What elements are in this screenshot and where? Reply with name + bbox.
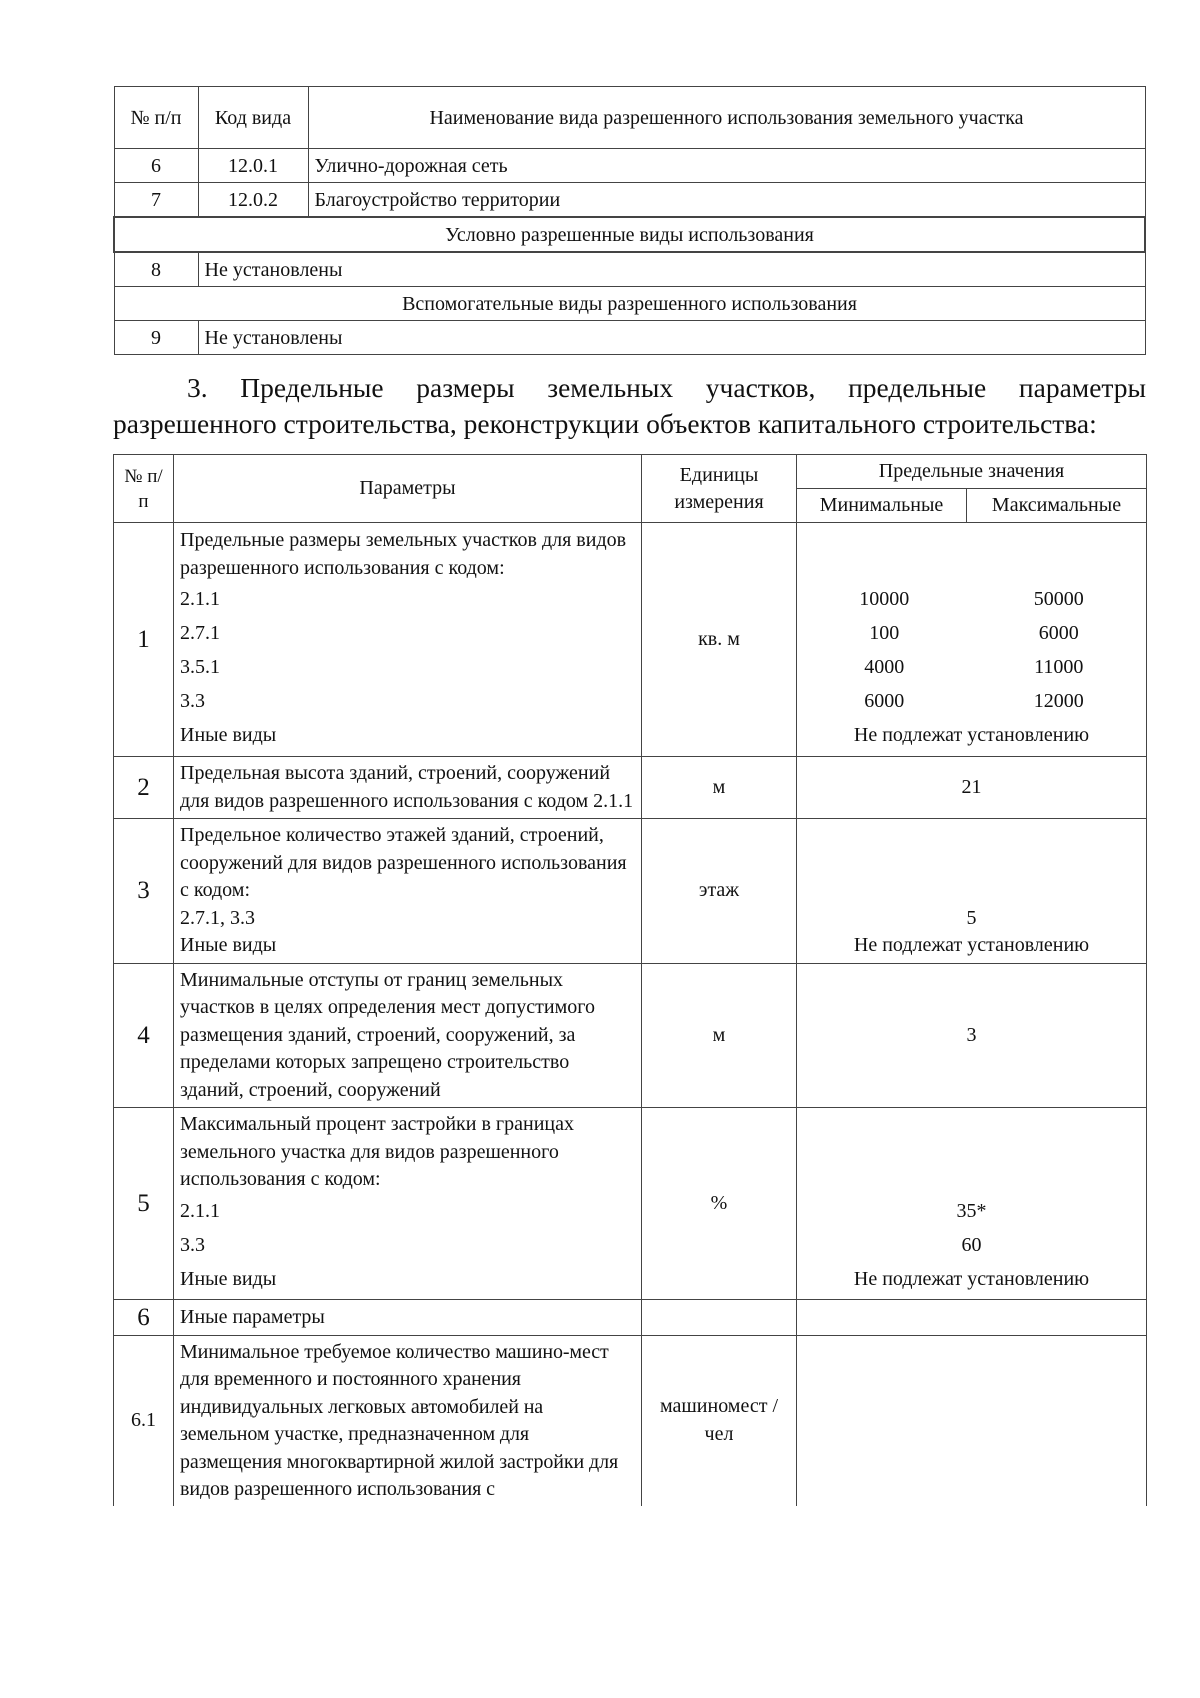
row-num: 4 [114, 963, 174, 1108]
row-title: Максимальный процент застройки в границах земельного участка для видов разрешенного использования с кодом: [180, 1113, 574, 1190]
row-name: Благоустройство территории [308, 183, 1145, 218]
row-text: Предельная высота зданий, строений, сооружений для видов разрешенного использования с кодом 2.1.1 [174, 757, 642, 819]
row-unit: м [642, 963, 797, 1108]
code-item: 3.5.1 [180, 656, 220, 678]
row-code: 12.0.1 [198, 149, 308, 183]
min-value: 6000 [864, 690, 905, 712]
row-value [797, 1335, 1147, 1506]
table-row [114, 149, 1145, 183]
header-units: Единицы измерения [642, 455, 797, 523]
max-value: 50000 [1033, 588, 1084, 610]
row-num: 6.1 [114, 1335, 174, 1506]
row-num: 8 [114, 252, 198, 287]
table-row [114, 252, 1145, 287]
section-conditional-uses: Условно разрешенные виды использования [114, 217, 1145, 252]
code-item: 2.1.1 [180, 588, 220, 610]
row-text: Минимальное требуемое количество машино-мест для временного и постоянного хранения индивидуальных легковых автомобилей на земельном участке, предназначенном для размещения многоквартирной жилой застройки для видов разрешенного использования с [174, 1335, 642, 1506]
row-text: Предельное количество этажей зданий, строений, сооружений для видов разрешенного использования с кодом: [180, 824, 627, 901]
min-value: 4000 [864, 656, 905, 678]
table-row [114, 1335, 1147, 1506]
row-num: 9 [114, 321, 198, 355]
code-item: 2.1.1 [180, 1199, 220, 1222]
row-value: 35* [956, 1199, 987, 1222]
row-num: 3 [114, 819, 174, 964]
code-item: 2.7.1, 3.3 [180, 906, 255, 929]
row-title: Предельные размеры земельных участков для видов разрешенного использования с кодом: [180, 529, 627, 579]
row-unit [642, 1299, 797, 1335]
code-item: 2.7.1 [180, 622, 220, 644]
row-unit: этаж [642, 819, 797, 964]
row-unit: м [642, 757, 797, 819]
limit-parameters-table [113, 454, 1147, 1506]
row-code: 12.0.2 [198, 183, 308, 218]
min-value: 10000 [859, 588, 910, 610]
header-limits: Предельные значения [797, 455, 1147, 489]
row-value: 3 [797, 963, 1147, 1108]
row-unit: машиномест / чел [642, 1335, 797, 1506]
row-unit: кв. м [642, 523, 797, 757]
row-num: 7 [114, 183, 198, 218]
other-value: Не подлежат установлению [853, 934, 1090, 956]
max-value: 11000 [1034, 656, 1084, 678]
row-value: 5 [966, 906, 977, 929]
row-num: 6 [114, 149, 198, 183]
row-name: Улично-дорожная сеть [308, 149, 1145, 183]
table-row [114, 321, 1145, 355]
row-value: 21 [797, 757, 1147, 819]
row-text: Иные параметры [174, 1299, 642, 1335]
header-min: Минимальные [797, 489, 967, 523]
other-label: Иные виды [180, 1267, 277, 1290]
table-row [114, 183, 1145, 218]
max-value: 12000 [1033, 690, 1084, 712]
header-params: Параметры [174, 455, 642, 523]
min-value: 100 [869, 622, 900, 644]
permitted-use-table [113, 86, 1146, 355]
row-name: Не установлены [198, 252, 1145, 287]
header-num: № п/п [114, 455, 174, 523]
header-num: № п/п [114, 87, 198, 149]
row-unit: % [642, 1108, 797, 1300]
table-row [114, 819, 1147, 964]
table-row [114, 523, 1147, 757]
row-num: 5 [114, 1108, 174, 1300]
code-item: 3.3 [180, 690, 205, 712]
other-value: Не подлежат установлению [853, 1267, 1090, 1290]
header-max: Максимальные [967, 489, 1147, 523]
row-num: 6 [114, 1299, 174, 1335]
table-row [114, 757, 1147, 819]
row-num: 1 [114, 523, 174, 757]
other-label: Иные виды [180, 724, 277, 746]
other-label: Иные виды [180, 934, 277, 956]
max-value: 6000 [1038, 622, 1079, 644]
row-name: Не установлены [198, 321, 1145, 355]
table-row [114, 1299, 1147, 1335]
header-code: Код вида [198, 87, 308, 149]
section-auxiliary-uses: Вспомогательные виды разрешенного использования [114, 287, 1145, 321]
row-text: Минимальные отступы от границ земельных участков в целях определения мест допустимого размещения зданий, строений, сооружений, за пределами которых запрещено строительство зданий, строений, сооружений [174, 963, 642, 1108]
header-name: Наименование вида разрешенного использования земельного участка [308, 87, 1145, 149]
row-value [797, 1299, 1147, 1335]
other-value: Не подлежат установлению [853, 724, 1090, 746]
row-num: 2 [114, 757, 174, 819]
table-row [114, 1108, 1147, 1300]
row-value: 60 [961, 1233, 982, 1256]
section-heading: 3. Предельные размеры земельных участков, предельные параметры разрешенного строительства, реконструкции объектов капитального строительства: [113, 372, 1146, 439]
code-item: 3.3 [180, 1233, 205, 1256]
table-row [114, 963, 1147, 1108]
